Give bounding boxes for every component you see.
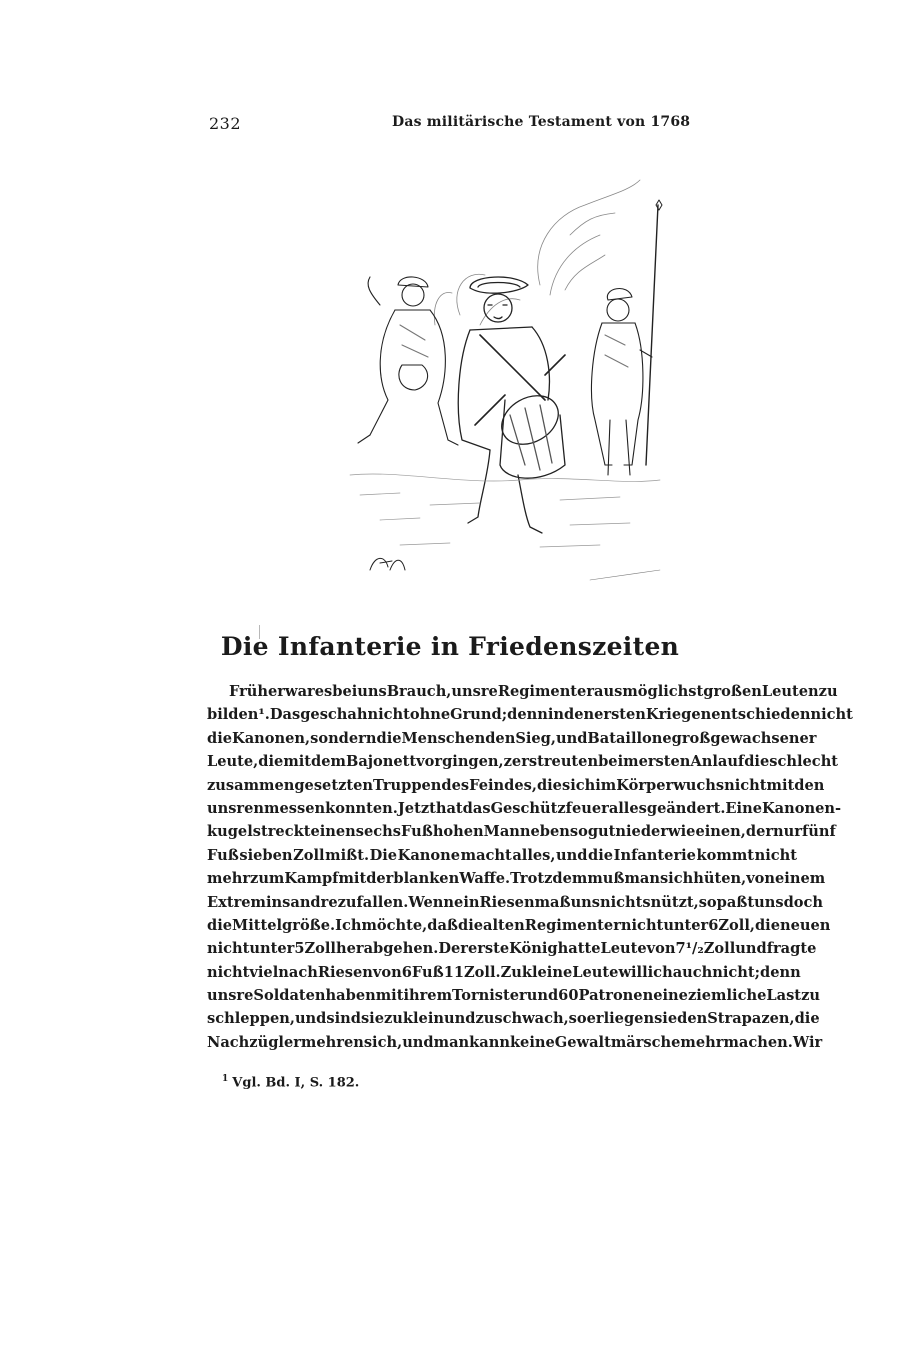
word: Mann xyxy=(483,823,531,841)
word: eine xyxy=(653,987,688,1005)
word: Regimenter xyxy=(497,683,595,700)
word: sechs xyxy=(355,823,401,841)
word: unter xyxy=(663,916,709,934)
word: nicht xyxy=(207,963,250,981)
word: Soldaten xyxy=(253,987,326,1005)
word: nur xyxy=(773,823,802,841)
word: man xyxy=(433,1033,470,1051)
word: Infanterie xyxy=(613,846,696,864)
word: Kriegen xyxy=(645,706,712,724)
word: uns xyxy=(754,893,784,911)
word: die xyxy=(258,753,284,771)
section-title: Die Infanterie in Friedenszeiten xyxy=(220,632,680,661)
word: die xyxy=(536,776,562,794)
word: nicht xyxy=(724,776,767,794)
word: nieder xyxy=(615,823,669,841)
word: Patronen xyxy=(578,987,654,1005)
word: Zu xyxy=(500,963,522,981)
word: von xyxy=(746,870,776,888)
text-line xyxy=(207,867,826,890)
word: aus xyxy=(594,683,623,700)
word: Trotzdem xyxy=(510,870,588,888)
word: alles, xyxy=(512,846,556,864)
word: sich xyxy=(659,870,694,888)
word: zu xyxy=(475,1010,495,1028)
footnote-text: Vgl. Bd. I, S. 182. xyxy=(232,1075,360,1091)
word: keine xyxy=(509,1033,555,1051)
word: bei xyxy=(332,683,358,700)
word: und xyxy=(556,846,588,864)
word: es xyxy=(314,683,333,700)
word: Mittelgröße. xyxy=(232,916,336,934)
word: Riesenmaß xyxy=(479,893,571,911)
word: des xyxy=(441,776,470,794)
word: mit xyxy=(375,987,404,1005)
word: Der xyxy=(438,940,468,958)
page-number: 232 xyxy=(209,114,242,133)
word: der xyxy=(366,870,394,888)
word: die xyxy=(458,916,484,934)
word: vorgingen, xyxy=(416,753,504,771)
word: war xyxy=(285,683,315,700)
pike xyxy=(646,205,658,465)
word: macht xyxy=(460,846,512,864)
word: konnten. xyxy=(325,799,398,817)
word: hohen xyxy=(432,823,484,841)
word: mit xyxy=(766,776,795,794)
word: den xyxy=(794,776,825,794)
word: muß xyxy=(587,870,625,888)
drummer-illustration xyxy=(340,175,670,595)
word: die xyxy=(207,729,233,747)
word: zum xyxy=(250,870,285,888)
word: sind xyxy=(326,1010,361,1028)
word: hat xyxy=(435,799,463,817)
word: ein xyxy=(454,893,480,911)
drummer xyxy=(458,277,567,533)
word: Die xyxy=(369,846,398,864)
word: und xyxy=(294,1010,327,1028)
word: nicht xyxy=(754,846,797,864)
word: Leute xyxy=(600,940,647,958)
word: Leuten xyxy=(761,683,819,700)
word: Nachzügler xyxy=(207,1033,301,1051)
word: alten xyxy=(483,916,525,934)
word: Eine xyxy=(725,799,762,817)
word: mehren xyxy=(300,1033,364,1051)
word: nichts xyxy=(600,893,651,911)
word: ohne xyxy=(409,706,451,724)
word: sieben xyxy=(239,846,293,864)
word: Gewaltmärsche xyxy=(554,1033,681,1051)
word: so xyxy=(698,893,717,911)
word: zu xyxy=(337,893,357,911)
word: wie xyxy=(668,823,696,841)
word: herabgehen. xyxy=(335,940,439,958)
text-line xyxy=(207,703,853,726)
word: Extrem xyxy=(207,893,266,911)
text-line xyxy=(207,820,836,843)
word: Last xyxy=(766,987,802,1005)
word: die xyxy=(744,753,770,771)
word: großen xyxy=(703,683,762,700)
word: die xyxy=(588,846,614,864)
text-line xyxy=(207,1007,820,1030)
word: Sieg, xyxy=(515,729,556,747)
word: Riesen xyxy=(317,963,373,981)
word: Leute, xyxy=(207,753,259,771)
word: haben xyxy=(325,987,376,1005)
word: 5 xyxy=(294,940,305,958)
word: auch xyxy=(672,963,713,981)
word: nicht xyxy=(810,706,853,724)
word: zerstreuten xyxy=(503,753,599,771)
word: nicht; xyxy=(712,963,761,981)
word: daß xyxy=(427,916,458,934)
word: Leute xyxy=(572,963,619,981)
word: und xyxy=(526,987,559,1005)
word: sich xyxy=(561,776,596,794)
word: andre xyxy=(290,893,338,911)
word: unter xyxy=(249,940,295,958)
word: unsre xyxy=(207,987,254,1005)
word: den xyxy=(677,1010,708,1028)
word: alles xyxy=(608,799,647,817)
artist-monogram xyxy=(370,558,405,570)
word: nicht xyxy=(367,706,410,724)
text-line xyxy=(207,797,842,820)
word: fünf xyxy=(801,823,836,841)
word: 6 xyxy=(401,963,412,981)
word: sondern xyxy=(310,729,377,747)
text-line xyxy=(207,891,824,914)
word: Körperwuchs xyxy=(616,776,725,794)
word: Menschen xyxy=(401,729,486,747)
word: kugel xyxy=(207,823,253,841)
word: denn xyxy=(507,706,548,724)
word: Das xyxy=(269,706,301,724)
word: einen, xyxy=(695,823,746,841)
word: Kanone xyxy=(397,846,461,864)
word: schwach, xyxy=(494,1010,569,1028)
word: zu xyxy=(801,987,820,1005)
word: mißt. xyxy=(325,846,370,864)
text-line xyxy=(207,844,797,867)
word: ersten xyxy=(638,753,691,771)
word: Jetzt xyxy=(397,799,436,817)
word: will xyxy=(618,963,648,981)
word: Tornister xyxy=(452,987,527,1005)
word: mehr xyxy=(680,1033,724,1051)
word: ihrem xyxy=(403,987,453,1005)
word: im xyxy=(595,776,617,794)
word: paßt xyxy=(716,893,755,911)
word: Kanonen, xyxy=(232,729,311,747)
word: und xyxy=(555,729,588,747)
word: beim xyxy=(598,753,639,771)
text-line xyxy=(207,937,817,960)
word: Strapazen, xyxy=(707,1010,795,1028)
word: unsren xyxy=(207,799,265,817)
word: Kampf xyxy=(284,870,339,888)
running-head: Das militärische Testament von 1768 xyxy=(392,114,691,130)
text-line xyxy=(207,914,831,937)
word: viel xyxy=(249,963,279,981)
word: Fuß xyxy=(401,823,433,841)
word: doch xyxy=(783,893,824,911)
word: nicht xyxy=(207,940,250,958)
word: man xyxy=(624,870,660,888)
word: in xyxy=(547,706,564,724)
word: hüten, xyxy=(693,870,747,888)
word: geändert. xyxy=(646,799,726,817)
word: möglichst xyxy=(622,683,704,700)
word: der xyxy=(745,823,774,841)
word: den xyxy=(563,706,595,724)
word: die xyxy=(754,916,781,934)
word: sich, xyxy=(363,1033,403,1051)
text-line xyxy=(207,750,839,773)
word: Ich xyxy=(335,916,362,934)
word: einen xyxy=(310,823,356,841)
word: schlecht xyxy=(769,753,839,771)
word: und xyxy=(735,940,767,958)
word: schleppen, xyxy=(207,1010,295,1028)
word: Wir xyxy=(792,1033,823,1051)
word: streckt xyxy=(252,823,311,841)
word: denn xyxy=(760,963,801,981)
word: 6 xyxy=(708,916,719,934)
word: den xyxy=(485,729,516,747)
word: klein xyxy=(402,1010,445,1028)
word: gewachsener xyxy=(710,729,817,747)
word: 60 xyxy=(558,987,579,1005)
engraver-signature xyxy=(590,570,660,580)
word: ebensogut xyxy=(530,823,616,841)
word: Brauch, xyxy=(386,683,452,700)
word: unsre xyxy=(451,683,498,700)
word: ersten xyxy=(594,706,646,724)
word: entschieden xyxy=(711,706,811,724)
word: Fuß xyxy=(207,846,239,864)
word: groß xyxy=(671,729,711,747)
word: geschah xyxy=(300,706,368,724)
word: Waffe. xyxy=(459,870,511,888)
word: nützt, xyxy=(650,893,699,911)
word: kann xyxy=(469,1033,510,1051)
word: die xyxy=(376,729,402,747)
word: zu xyxy=(384,1010,403,1028)
word: blanken xyxy=(393,870,460,888)
word: Bajonett xyxy=(345,753,417,771)
word: Feindes, xyxy=(469,776,537,794)
soldier-left xyxy=(358,277,458,445)
word: Fuß xyxy=(411,963,444,981)
word: möchte, xyxy=(361,916,428,934)
word: Anlauf xyxy=(690,753,745,771)
word: König xyxy=(509,940,558,958)
word: fragte xyxy=(766,940,817,958)
word: einem xyxy=(775,870,826,888)
word: Zoll xyxy=(703,940,736,958)
word: dem xyxy=(311,753,346,771)
word: die xyxy=(207,916,233,934)
word: Regimenter xyxy=(524,916,621,934)
word: nach xyxy=(278,963,318,981)
text-line xyxy=(207,774,825,797)
word: 7¹/₂ xyxy=(675,940,704,958)
word: uns xyxy=(570,893,600,911)
ground xyxy=(350,474,660,547)
word: Zoll xyxy=(304,940,336,958)
word: zusammengesetzten xyxy=(207,776,374,794)
word: Wenn xyxy=(408,893,455,911)
body-text xyxy=(207,680,853,1054)
word: Grund; xyxy=(450,706,508,724)
word: Zoll xyxy=(293,846,325,864)
text-line xyxy=(207,984,820,1007)
text-line xyxy=(207,961,801,984)
word: und xyxy=(444,1010,476,1028)
word: zu xyxy=(818,683,838,700)
word: nicht xyxy=(620,916,664,934)
word: kleine xyxy=(521,963,573,981)
word: sie xyxy=(360,1010,384,1028)
footnote-marker: 1 xyxy=(222,1074,229,1084)
word: Bataillone xyxy=(587,729,672,747)
word: und xyxy=(402,1033,434,1051)
word: ins xyxy=(265,893,291,911)
word: messen xyxy=(264,799,326,817)
text-line xyxy=(207,1031,823,1054)
word: kommt xyxy=(696,846,755,864)
text-line xyxy=(207,727,817,750)
word: von xyxy=(372,963,402,981)
word: mit xyxy=(338,870,367,888)
word: Zoll, xyxy=(718,916,755,934)
word: von xyxy=(646,940,676,958)
word: ziemliche xyxy=(687,987,767,1005)
text-line xyxy=(207,680,838,703)
word: so xyxy=(568,1010,587,1028)
word: die xyxy=(794,1010,820,1028)
word: 11 xyxy=(443,963,465,981)
word: ich xyxy=(647,963,673,981)
word: hatte xyxy=(557,940,601,958)
word: mit xyxy=(283,753,312,771)
word: Zoll. xyxy=(464,963,501,981)
word: Früher xyxy=(229,683,285,700)
word: machen. xyxy=(723,1033,793,1051)
word: neuen xyxy=(780,916,831,934)
word: Kanonen- xyxy=(762,799,842,817)
word: Truppen xyxy=(373,776,442,794)
word: fallen. xyxy=(356,893,409,911)
word: mehr xyxy=(207,870,251,888)
word: sie xyxy=(654,1010,678,1028)
word: Geschützfeuer xyxy=(490,799,609,817)
word: erliegen xyxy=(586,1010,655,1028)
word: bilden¹. xyxy=(207,706,270,724)
word: das xyxy=(462,799,491,817)
soldier-right xyxy=(591,289,652,475)
word: erste xyxy=(467,940,510,958)
footnote xyxy=(222,1074,359,1090)
word: uns xyxy=(357,683,387,700)
